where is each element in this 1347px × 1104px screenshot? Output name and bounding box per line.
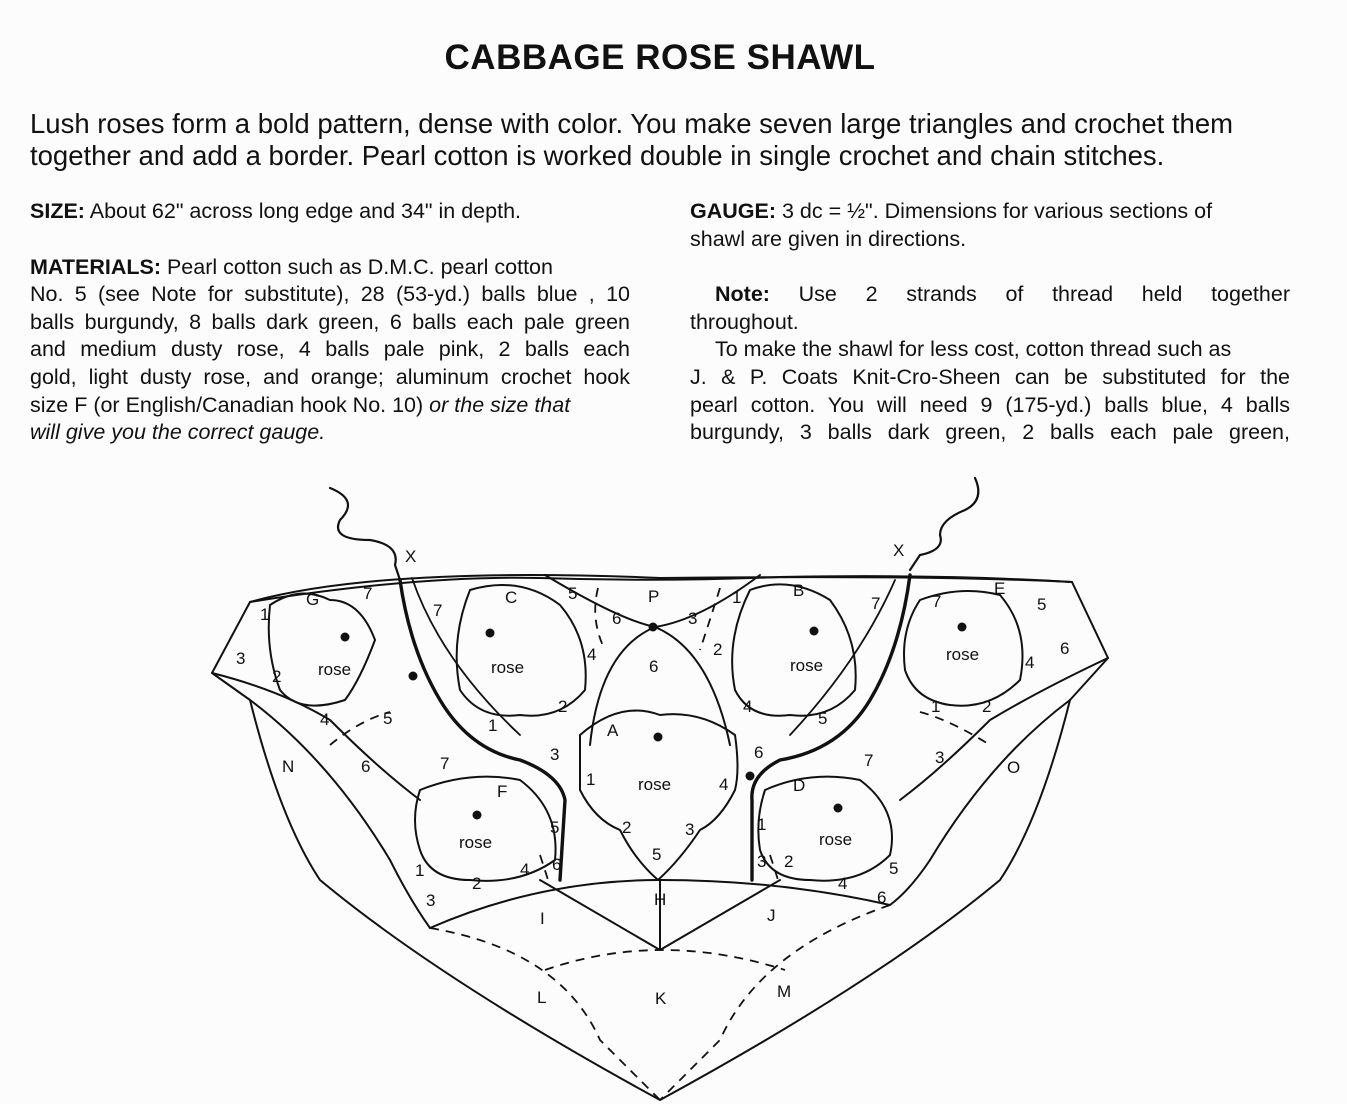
section-number: 5 xyxy=(652,845,662,864)
section-label-p: P xyxy=(648,587,660,606)
section-number: 2 xyxy=(982,697,992,716)
materials-line: and medium dusty rose, 4 balls pale pink, 2 balls each xyxy=(30,337,630,362)
section-number: 1 xyxy=(757,815,767,834)
section-label-i: I xyxy=(540,909,545,928)
section-number: 2 xyxy=(713,640,723,659)
section-number: 1 xyxy=(260,605,270,624)
section-number: 5 xyxy=(1037,595,1047,614)
section-number: 5 xyxy=(383,709,393,728)
gauge-label: GAUGE: xyxy=(690,199,776,223)
section-label-f: F xyxy=(497,782,508,801)
section-label-l: L xyxy=(537,988,547,1007)
note-line: burgundy, 3 balls dark green, 2 balls each pale green, xyxy=(690,420,1290,445)
section-label-g: G xyxy=(306,590,320,609)
gauge-line: shawl are given in directions. xyxy=(690,226,967,251)
section-label-x: X xyxy=(893,541,905,560)
section-number: 2 xyxy=(558,697,568,716)
note-label: Note: xyxy=(715,282,770,307)
section-number: 6 xyxy=(552,855,562,874)
section-number: 3 xyxy=(757,852,767,871)
rose-label: rose xyxy=(819,830,853,849)
section-label-j: J xyxy=(767,906,776,925)
section-number: 7 xyxy=(871,594,881,613)
rose-label: rose xyxy=(638,775,672,794)
section-label-h: H xyxy=(654,890,667,909)
size-label: SIZE: xyxy=(30,199,85,223)
materials-text: Pearl cotton such as D.M.C. pearl cotton xyxy=(166,254,553,279)
section-number: 7 xyxy=(433,601,443,620)
section-number: 3 xyxy=(688,609,698,628)
rose-label: rose xyxy=(491,658,525,677)
gauge-text: 3 dc = ½". Dimensions for various sections of xyxy=(781,199,1213,223)
section-number: 4 xyxy=(743,697,753,716)
section-number: 7 xyxy=(864,751,874,770)
section-number: 3 xyxy=(550,745,560,764)
section-label-n: N xyxy=(282,757,295,776)
section-number: 3 xyxy=(685,820,695,839)
section-number: 6 xyxy=(1060,639,1070,658)
section-number: 4 xyxy=(320,710,330,729)
section-number: 6 xyxy=(754,743,764,762)
hook-text: size F (or English/Canadian hook No. 10) xyxy=(30,392,424,417)
section-number: 1 xyxy=(931,697,941,716)
materials-line: balls burgundy, 8 balls dark green, 6 balls each pale green xyxy=(30,309,630,334)
section-label-e: E xyxy=(994,579,1006,598)
note-text: Use 2 strands of thread held together xyxy=(798,282,1290,307)
section-label-c: C xyxy=(505,588,518,607)
intro-line: Lush roses form a bold pattern, dense with color. You make seven large triangles and crochet them xyxy=(30,108,1234,139)
section-number: 1 xyxy=(586,770,596,789)
section-label-m: M xyxy=(777,982,792,1001)
section-number: 3 xyxy=(935,748,945,767)
section-number: 1 xyxy=(488,716,498,735)
note-line: J. & P. Coats Knit-Cro-Sheen can be substituted for the xyxy=(690,364,1290,389)
section-number: 4 xyxy=(838,874,848,893)
gauge-hint: will give you the correct gauge. xyxy=(30,420,326,445)
section-number: 4 xyxy=(587,645,597,664)
section-number: 4 xyxy=(719,775,729,794)
section-number: 2 xyxy=(784,852,794,871)
section-label-o: O xyxy=(1007,758,1021,777)
section-number: 4 xyxy=(1025,653,1035,672)
intro-line: together and add a border. Pearl cotton is worked double in single crochet and chain stitches. xyxy=(30,140,1165,171)
materials-line: gold, light dusty rose, and orange; aluminum crochet hook xyxy=(30,364,630,389)
section-number: 5 xyxy=(550,818,560,837)
materials-line: No. 5 (see Note for substitute), 28 (53-yd.) balls blue , 10 xyxy=(30,282,630,307)
section-label-k: K xyxy=(655,989,667,1008)
note-line: pearl cotton. You will need 9 (175-yd.) balls blue, 4 balls xyxy=(690,392,1290,417)
section-number: 5 xyxy=(818,709,828,728)
section-number: 7 xyxy=(440,754,450,773)
section-label-b: B xyxy=(793,581,805,600)
section-number: 2 xyxy=(272,667,282,686)
section-number: 6 xyxy=(649,657,659,676)
section-number: 5 xyxy=(889,859,899,878)
section-label-d: D xyxy=(793,776,806,795)
section-number: 7 xyxy=(363,584,373,603)
section-number: 6 xyxy=(361,757,371,776)
size-text: About 62" across long edge and 34" in depth. xyxy=(89,199,521,223)
section-number: 3 xyxy=(426,891,436,910)
rose-label: rose xyxy=(946,645,980,664)
section-number: 1 xyxy=(415,861,425,880)
section-number: 4 xyxy=(520,860,530,879)
section-number: 2 xyxy=(622,818,632,837)
rose-label: rose xyxy=(459,833,493,852)
page-title: CABBAGE ROSE SHAWL xyxy=(444,38,876,77)
section-number: 2 xyxy=(472,874,482,893)
section-number: 6 xyxy=(612,609,622,628)
section-number: 3 xyxy=(236,649,246,668)
section-number: 7 xyxy=(932,592,942,611)
rose-label: rose xyxy=(790,656,824,675)
note-line: To make the shawl for less cost, cotton thread such as xyxy=(715,337,1232,362)
section-label-x: X xyxy=(405,547,417,566)
gauge-hint: or the size that xyxy=(429,392,571,417)
materials-label: MATERIALS: xyxy=(30,254,161,279)
section-number: 1 xyxy=(732,588,742,607)
section-label-a: A xyxy=(607,721,619,740)
section-number: 5 xyxy=(568,584,578,603)
note-line: throughout. xyxy=(690,309,799,334)
rose-label: rose xyxy=(318,660,352,679)
section-number: 6 xyxy=(877,888,887,907)
